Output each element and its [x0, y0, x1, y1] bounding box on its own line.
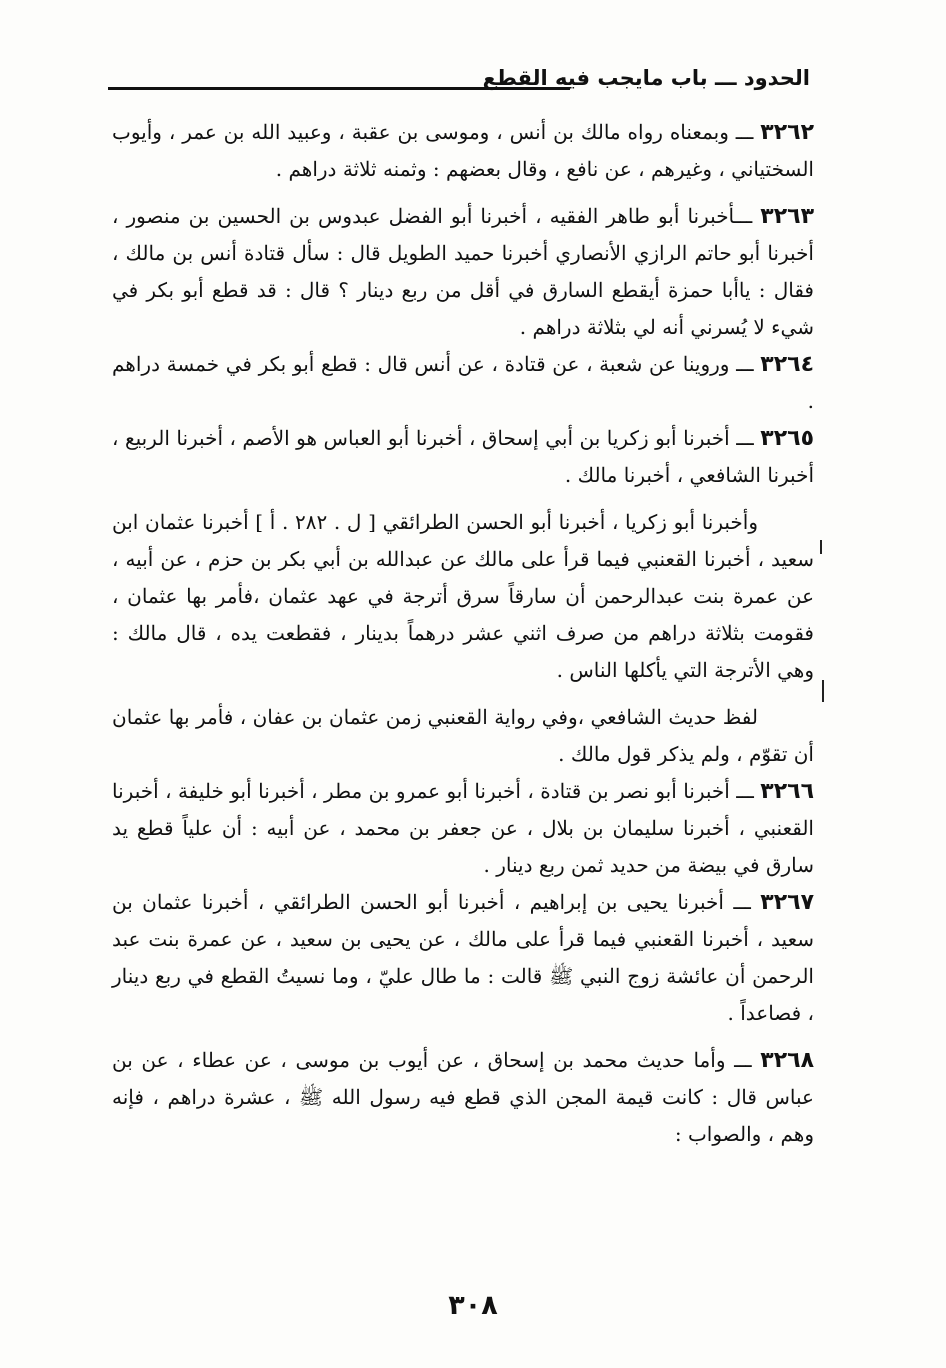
commentary-paragraph	[112, 699, 814, 773]
header-rule	[108, 87, 570, 90]
hadith-text: ـــ وروينا عن شعبة ، عن قتادة ، عن أنس قال : قطع أبو بكر في خمسة دراهم .	[112, 352, 814, 413]
hadith-number: ٣٢٦٤	[760, 352, 814, 377]
hadith-3263	[112, 198, 814, 346]
hadith-text: ـــأخبرنا أبو طاهر الفقيه ، أخبرنا أبو الفضل عبدوس بن الحسين بن منصور ، أخبرنا أبو حاتم الرازي الأنصاري أخبرنا حميد الطويل قال : سأل قتادة أنس بن مالك ، فقال : ياأبا حمزة أيقطع السارق في أقل من ربع دينار ؟ قال : قد قطع أبو بكر في شيء لا يُسرني أنه لي بثلاثة دراهم .	[112, 204, 814, 339]
hadith-number: ٣٢٦٣	[760, 204, 814, 229]
hadith-text: ـــ أخبرنا أبو نصر بن قتادة ، أخبرنا أبو عمرو بن مطر ، أخبرنا أبو خليفة ، أخبرنا القعنبي ، أخبرنا سليمان بن بلال ، عن جعفر بن محمد ، عن أبيه : أن علياً قطع يد سارق في بيضة من حديد ثمن ربع دينار .	[112, 779, 814, 877]
hadith-number: ٣٢٦٧	[760, 890, 814, 915]
paragraph-text: وأخبرنا أبو زكريا ، أخبرنا أبو الحسن الطرائقي [ ل . ٢٨٢ . أ ] أخبرنا عثمان ابن سعيد ، أخبرنا القعنبي فيما قرأ على مالك عن عبدالله بن أبي بكر بن حزم ، عن أبيه ، عن عمرة بنت عبدالرحمن أن سارقاً سرق أترجة في عهد عثمان ،فأمر بها عثمان ، فقومت بثلاثة دراهم من صرف اثني عشر درهماً بدينار ، فقطعت يده ، قال مالك : وهي الأترجة التي يأكلها الناس .	[112, 510, 814, 682]
page-number: ٣٠٨	[448, 1290, 498, 1321]
margin-mark	[820, 540, 822, 554]
paragraph-text: لفظ حديث الشافعي ،وفي رواية القعنبي زمن عثمان بن عفان ، فأمر بها عثمان أن تقوّم ، ولم يذكر قول مالك .	[112, 705, 814, 766]
page-content	[112, 114, 814, 1153]
hadith-number: ٣٢٦٢	[760, 120, 814, 145]
hadith-3268	[112, 1042, 814, 1153]
hadith-number: ٣٢٦٥	[760, 426, 814, 451]
hadith-3265	[112, 420, 814, 494]
hadith-3262	[112, 114, 814, 188]
margin-mark	[822, 680, 824, 702]
hadith-number: ٣٢٦٨	[760, 1048, 814, 1073]
continuation-paragraph	[112, 504, 814, 689]
hadith-3266	[112, 773, 814, 884]
hadith-text: ـــ وأما حديث محمد بن إسحاق ، عن أيوب بن موسى ، عن عطاء ، عن بن عباس قال : كانت قيمة المجن الذي قطع فيه رسول الله ﷺ ، عشرة دراهم ، فإنه وهم ، والصواب :	[112, 1048, 814, 1146]
hadith-3264	[112, 346, 814, 420]
hadith-number: ٣٢٦٦	[760, 779, 814, 804]
hadith-text: ـــ وبمعناه رواه مالك بن أنس ، وموسى بن عقبة ، وعبيد الله بن عمر ، وأيوب السختياني ، وغيرهم ، عن نافع ، وقال بعضهم : وثمنه ثلاثة دراهم .	[112, 120, 814, 181]
hadith-text: ـــ أخبرنا أبو زكريا بن أبي إسحاق ، أخبرنا أبو العباس هو الأصم ، أخبرنا الربيع ، أخبرنا الشافعي ، أخبرنا مالك .	[112, 426, 814, 487]
hadith-text: ـــ أخبرنا يحيى بن إبراهيم ، أخبرنا أبو الحسن الطرائقي ، أخبرنا عثمان بن سعيد ، أخبرنا القعنبي فيما قرأ على مالك ، عن يحيى بن سعيد ، عن عمرة بنت عبد الرحمن أن عائشة زوج النبي ﷺ قالت : ما طال عليّ ، وما نسيتُ القطع في ربع دينار ، فصاعداً .	[112, 890, 814, 1025]
hadith-3267	[112, 884, 814, 1032]
running-header	[108, 60, 810, 110]
running-header-title: الحدود ـــ باب مايجب فيه القطع	[482, 66, 810, 90]
